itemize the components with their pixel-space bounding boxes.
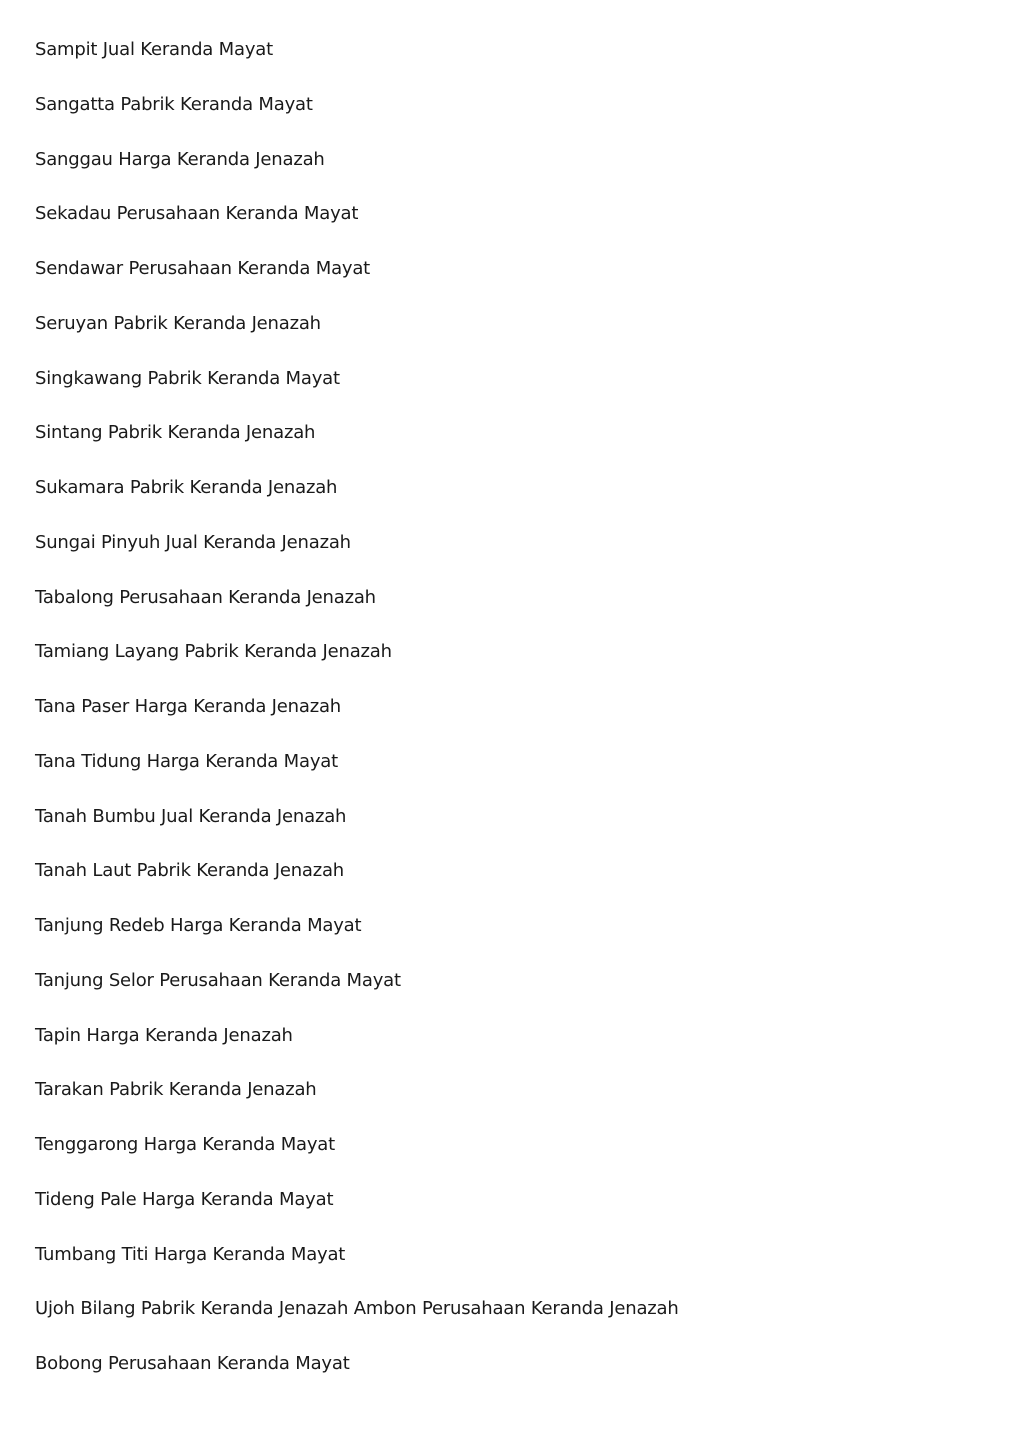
text-line: Sanggau Harga Keranda Jenazah bbox=[35, 148, 325, 170]
text-line: Tenggarong Harga Keranda Mayat bbox=[35, 1134, 336, 1155]
text-line: Tanah Laut Pabrik Keranda Jenazah bbox=[35, 860, 345, 882]
text-line: Tideng Pale Harga Keranda Mayat bbox=[35, 1188, 334, 1210]
text-line: Sangatta Pabrik Keranda Mayat bbox=[35, 93, 313, 115]
text-line: Singkawang Pabrik Keranda Mayat bbox=[35, 367, 340, 389]
text-line: Tanjung Selor Perusahaan Keranda Mayat bbox=[35, 969, 401, 991]
text-line: Tabalong Perusahaan Keranda Jenazah bbox=[35, 586, 376, 608]
text-line: Ujoh Bilang Pabrik Keranda Jenazah Ambon Perusahaan Keranda Jenazah bbox=[35, 1298, 679, 1320]
text-line: Sintang Pabrik Keranda Jenazah bbox=[35, 422, 316, 444]
text-line: Tarakan Pabrik Keranda Jenazah bbox=[35, 1079, 317, 1101]
text-line: Tana Paser Harga Keranda Jenazah bbox=[35, 696, 341, 717]
text-line: Tanjung Redeb Harga Keranda Mayat bbox=[35, 915, 362, 936]
text-line: Sukamara Pabrik Keranda Jenazah bbox=[35, 477, 338, 498]
text-line: Bobong Perusahaan Keranda Mayat bbox=[35, 1353, 350, 1374]
text-line: Sekadau Perusahaan Keranda Mayat bbox=[35, 203, 359, 225]
text-line: Tana Tidung Harga Keranda Mayat bbox=[35, 750, 338, 772]
text-line: Sungai Pinyuh Jual Keranda Jenazah bbox=[35, 531, 351, 553]
text-line: Sampit Jual Keranda Mayat bbox=[35, 39, 273, 60]
text-line: Tanah Bumbu Jual Keranda Jenazah bbox=[35, 805, 347, 827]
text-line: Sendawar Perusahaan Keranda Mayat bbox=[35, 258, 371, 279]
text-line: Tamiang Layang Pabrik Keranda Jenazah bbox=[35, 641, 392, 663]
text-line: Tumbang Titi Harga Keranda Mayat bbox=[35, 1243, 346, 1265]
text-line: Seruyan Pabrik Keranda Jenazah bbox=[35, 312, 321, 334]
text-line-list bbox=[35, 37, 679, 1406]
text-line: Tapin Harga Keranda Jenazah bbox=[35, 1024, 293, 1046]
